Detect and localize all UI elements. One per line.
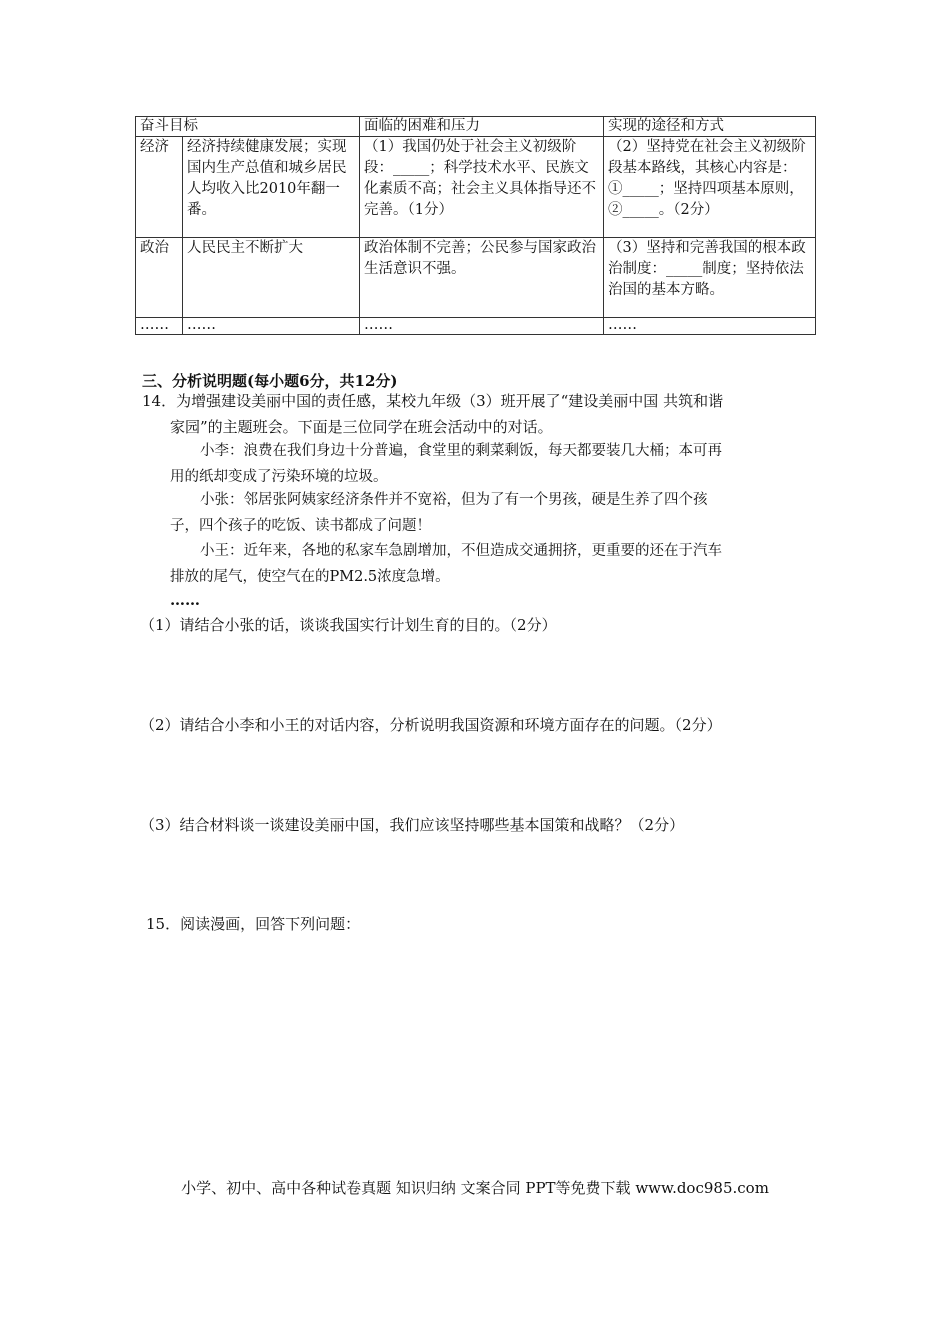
cell-approach: （3）坚持和完善我国的根本政治制度：_____制度；坚持依法治国的基本方略。 [604, 238, 816, 318]
wang-line1: 小王：近年来，各地的私家车急剧增加，不但造成交通拥挤，更重要的还在于汽车 [200, 543, 722, 559]
page-footer: 小学、初中、高中各种试卷真题 知识归纳 文案合同 PPT等免费下载 www.doc985.com [181, 1179, 769, 1197]
q15-stem: 15．阅读漫画，回答下列问题： [146, 915, 361, 933]
cell-difficulty: …… [360, 318, 604, 335]
cell-approach: …… [604, 318, 816, 335]
section-title: 三、分析说明题(每小题6分，共12分) [142, 372, 398, 390]
q14-sub2: （2）请结合小李和小王的对话内容，分析说明我国资源和环境方面存在的问题。（2分） [140, 716, 722, 734]
q14-ellipsis: …… [170, 591, 200, 609]
table-header-row [136, 117, 816, 137]
zhang-line2: 子，四个孩子的吃饭、读书都成了问题！ [170, 518, 431, 534]
dialogue-wang [170, 538, 810, 590]
header-difficulty: 面临的困难和压力 [360, 117, 604, 137]
q14-sub1: （1）请结合小张的话，谈谈我国实行计划生育的目的。（2分） [140, 616, 557, 634]
li-line2: 用的纸却变成了污染环境的垃圾。 [170, 469, 388, 485]
zhang-line1: 小张：邻居张阿姨家经济条件并不宽裕，但为了有一个男孩，硬是生养了四个孩 [200, 492, 708, 508]
header-goal: 奋斗目标 [136, 117, 360, 137]
cell-difficulty: （1）我国仍处于社会主义初级阶段：_____；科学技术水平、民族文化素质不高；社会主义具体指导还不完善。（1分） [360, 137, 604, 238]
table-row-politics [136, 238, 816, 318]
li-line1: 小李：浪费在我们身边十分普遍，食堂里的剩菜剩饭，每天都要装几大桶；本可再 [200, 443, 722, 459]
table-row-ellipsis [136, 318, 816, 335]
cell-field: 经济 [136, 137, 183, 238]
q14-sub3: （3）结合材料谈一谈建设美丽中国，我们应该坚持哪些基本国策和战略？（2分） [140, 816, 685, 834]
wang-line2: 排放的尾气，使空气在的PM2.5浓度急增。 [170, 569, 450, 585]
cell-goal: …… [183, 318, 360, 335]
table-row-economy [136, 137, 816, 238]
goals-table [135, 116, 816, 335]
q14-stem-line1: 14．为增强建设美丽中国的责任感，某校九年级（3）班开展了“建设美丽中国 共筑和谐 [142, 392, 724, 410]
cell-goal: 经济持续健康发展；实现国内生产总值和城乡居民人均收入比2010年翻一番。 [183, 137, 360, 238]
header-approach: 实现的途径和方式 [604, 117, 816, 137]
cell-approach: （2）坚持党在社会主义初级阶段基本路线，其核心内容是：①_____；坚持四项基本原则，②_____。（2分） [604, 137, 816, 238]
cell-field: 政治 [136, 238, 183, 318]
cell-difficulty: 政治体制不完善；公民参与国家政治生活意识不强。 [360, 238, 604, 318]
q14-stem-line2: 家园”的主题班会。下面是三位同学在班会活动中的对话。 [170, 418, 553, 436]
dialogue-li [170, 438, 810, 490]
cell-field: …… [136, 318, 183, 335]
dialogue-zhang [170, 487, 810, 539]
cell-goal: 人民民主不断扩大 [183, 238, 360, 318]
